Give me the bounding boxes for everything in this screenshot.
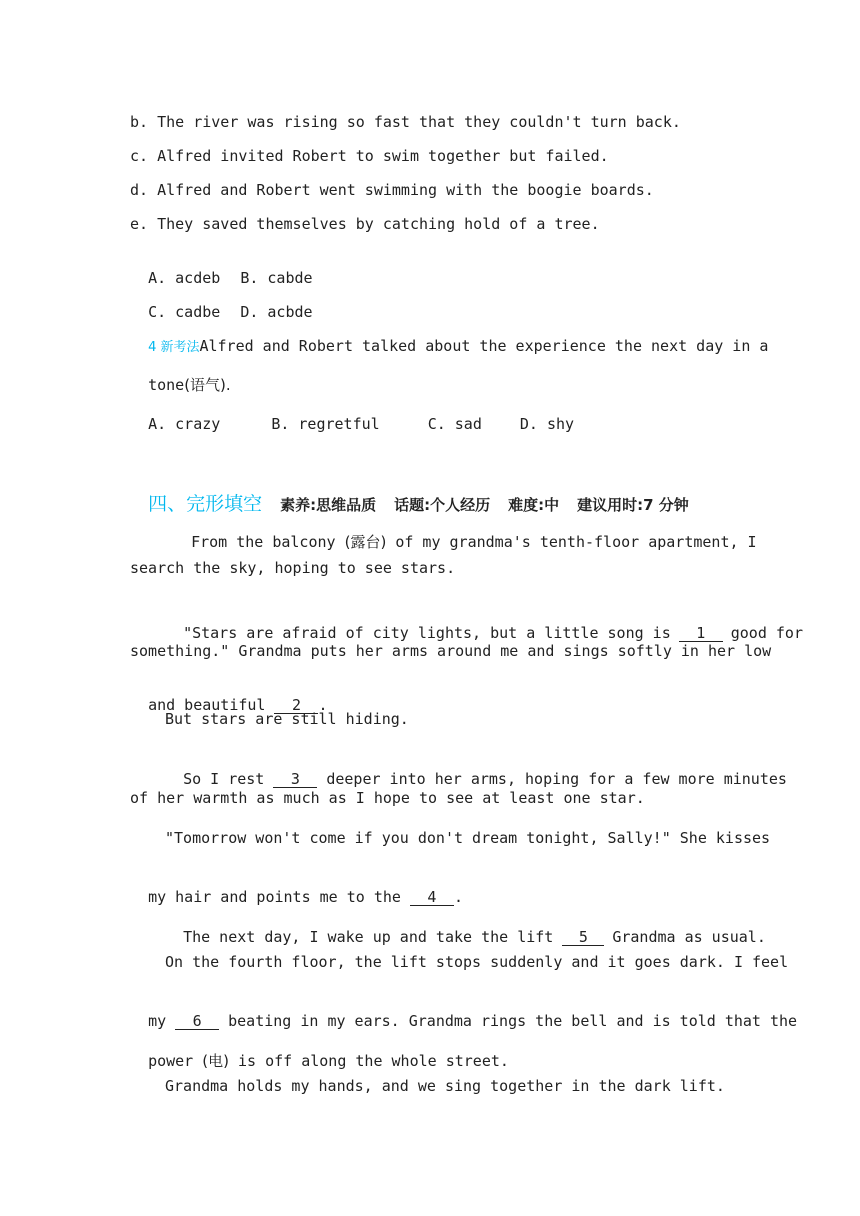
q3-choice-d: D. acbde bbox=[240, 303, 313, 321]
p4-text-a: So I rest bbox=[183, 770, 265, 788]
passage-p7-line-3 bbox=[130, 1031, 509, 1071]
p5-text-c: . bbox=[453, 888, 463, 906]
blank-4[interactable]: 4 bbox=[410, 889, 454, 906]
passage-p8: Grandma holds my hands, and we sing together in the dark lift. bbox=[165, 1077, 725, 1095]
passage-p4-line-2: of her warmth as much as I hope to see at least one star. bbox=[130, 789, 645, 807]
passage-p2-line-1 bbox=[165, 603, 803, 643]
difficulty-label: 难度:中 bbox=[508, 496, 560, 514]
q4-stem-line-2 bbox=[130, 355, 231, 395]
new-method-tag: 4 新考法 bbox=[148, 340, 200, 355]
literacy-label: 素养:思维品质 bbox=[280, 496, 377, 514]
p7-text-d: power bbox=[148, 1052, 194, 1070]
q4-choice-a: A. crazy bbox=[148, 415, 221, 433]
passage-p5-line-1: "Tomorrow won't come if you don't dream tonight, Sally!" She kisses bbox=[165, 829, 771, 847]
q4-stem-text: Alfred and Robert talked about the experience the next day in a bbox=[199, 337, 769, 355]
p1-text-c: of my grandma's tenth-floor apartment, I bbox=[395, 533, 757, 551]
q3-choice-c: C. cadbe bbox=[148, 303, 221, 321]
option-d: d. Alfred and Robert went swimming with the boogie boards. bbox=[130, 181, 654, 199]
p7-text-f: is off along the whole street. bbox=[238, 1052, 509, 1070]
q4-stem-gloss: (语气). bbox=[184, 376, 231, 394]
p1-text-a: From the balcony bbox=[191, 533, 336, 551]
blank-3[interactable]: 3 bbox=[273, 771, 317, 788]
p2-text-a: "Stars are afraid of city lights, but a little song is bbox=[183, 624, 671, 642]
passage-p7-line-1: On the fourth floor, the lift stops suddenly and it goes dark. I feel bbox=[165, 953, 789, 971]
blank-2[interactable]: 2 bbox=[274, 697, 318, 714]
section-header bbox=[130, 465, 689, 518]
p6-text-a: The next day, I wake up and take the lift bbox=[183, 928, 554, 946]
passage-p4-line-1 bbox=[165, 749, 787, 789]
p1-gloss-balcony: (露台) bbox=[344, 533, 387, 551]
p7-text-b: my bbox=[148, 1012, 167, 1030]
q4-choice-d: D. shy bbox=[519, 415, 575, 433]
q4-choices bbox=[130, 394, 574, 434]
passage-p5-line-2 bbox=[130, 867, 463, 907]
blank-6[interactable]: 6 bbox=[175, 1013, 219, 1030]
suggested-time-label: 建议用时:7 分钟 bbox=[577, 496, 689, 514]
p2-text-e: . bbox=[318, 696, 328, 714]
q4-choice-c: C. sad bbox=[427, 415, 482, 433]
section-title: 四、完形填空 bbox=[148, 493, 263, 515]
p2-text-b: good for bbox=[730, 624, 803, 642]
p5-text-b: my hair and points me to the bbox=[148, 888, 401, 906]
p7-gloss-power: (电) bbox=[202, 1052, 229, 1070]
passage-p6 bbox=[165, 907, 766, 947]
passage-p1-line-1 bbox=[173, 512, 757, 552]
passage-p3: But stars are still hiding. bbox=[165, 710, 409, 728]
q4-stem-tone: tone bbox=[148, 376, 185, 394]
passage-p2-line-2: something." Grandma puts her arms around me and sings softly in her low bbox=[130, 642, 772, 660]
q4-stem-line-1 bbox=[130, 316, 768, 358]
blank-1[interactable]: 1 bbox=[679, 625, 723, 642]
p2-text-d: and beautiful bbox=[148, 696, 266, 714]
q3-choice-a: A. acdeb bbox=[148, 269, 221, 287]
option-c: c. Alfred invited Robert to swim together but failed. bbox=[130, 147, 609, 165]
p6-text-b: Grandma as usual. bbox=[612, 928, 766, 946]
passage-p7-line-2 bbox=[130, 991, 797, 1031]
blank-5[interactable]: 5 bbox=[562, 929, 604, 946]
q4-choice-b: B. regretful bbox=[271, 415, 380, 433]
option-b: b. The river was rising so fast that they couldn't turn back. bbox=[130, 113, 681, 131]
option-e: e. They saved themselves by catching hold of a tree. bbox=[130, 215, 600, 233]
p4-text-b: deeper into her arms, hoping for a few more minutes bbox=[326, 770, 787, 788]
q3-choice-b: B. cabde bbox=[240, 269, 313, 287]
p7-text-c: beating in my ears. Grandma rings the bell and is told that the bbox=[228, 1012, 798, 1030]
topic-label: 话题:个人经历 bbox=[394, 496, 491, 514]
passage-p1-line-2: search the sky, hoping to see stars. bbox=[130, 559, 456, 577]
